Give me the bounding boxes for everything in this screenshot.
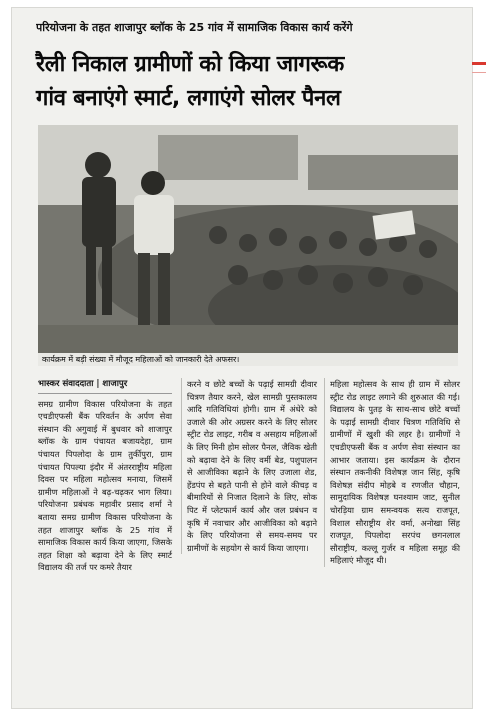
article-kicker: परियोजना के तहत शाजापुर ब्लॉक के 25 गांव में सामाजिक विकास कार्य करेंगे <box>36 21 353 34</box>
byline: भास्कर संवाददाता | शाजापुर <box>38 378 172 394</box>
news-photo <box>38 125 458 353</box>
article-column-3 <box>324 378 460 567</box>
page-edge-accent <box>472 62 486 65</box>
photo-caption: कार्यक्रम में बड़ी संख्या में मौजूद महिलाओं को जानकारी देते अफसर। <box>38 353 458 366</box>
article-body <box>38 378 462 693</box>
column-1-text: समग्र ग्रामीण विकास परियोजना के तहत एचडीएफसी बैंक परिवर्तन के अर्पण सेवा संस्थान की अगुवाई में बुधवार को शाजापुर ब्लॉक के ग्राम पंचायत बजायदेहा, ग्राम पंचायत पिपलोदा के ग्राम तुर्कीपुरा, ग्राम पंचायत पिपल्या इंदौर में अंतरराष्ट्रीय महिला दिवस पर महिला महोत्सव मनाया, जिसमें ग्रामीण महिलाओं ने बढ़-चढ़कर भाग लिया। परियोजना प्रबंधक महावीर प्रसाद शर्मा ने बताया समग्र ग्रामीण विकास परियोजना के तहत शाजापुर ब्लॉक के 25 गांव में सामाजिक विकास कार्य किया जाएगा, जिसके तहत शिक्षा को बढ़ावा देने के लिए स्मार्ट विद्यालय की तर्ज पर कमरे तैयार <box>38 398 172 573</box>
column-2-text: करने व छोटे बच्चों के पढ़ाई सामग्री दीवार चित्रण तैयार करने, खेल सामग्री पुस्तकालय आदि गतिविधियां होगी। ग्राम में अंधेरे को उजाले की ओर अग्रसर करने के लिए सोलर स्ट्रीट रोड लाइट, गरीब व असहाय महिलाओं के लिए मिनी होम सोलर पैनल, जैविक खेती को बढ़ावा देने के लिए वर्मी बेड, पशुपालन से आजीविका बढ़ाने के लिए उजाला शेड, हेंडपंप से बहते पानी से होने वाले कीचड़ व बीमारियों से निजात दिलाने के लिए, सोक पिट में प्लेटफार्म कार्य और जल प्रबंधन व कृषि में नवाचार और आजीविका को बढ़ाने के लिए परियोजना से समय-समय पर ग्रामीणों के सहयोग से कार्य किया जाएगा। <box>187 379 317 553</box>
article-column-1 <box>38 378 172 574</box>
headline-line-1: रैली निकाल ग्रामीणों को किया जागरूक <box>36 52 344 77</box>
article-column-2 <box>181 378 317 554</box>
crowd-photo-illustration <box>38 125 458 353</box>
page-edge-accent-thin <box>472 72 486 73</box>
column-3-text: महिला महोत्सव के साथ ही ग्राम में सोलर स्ट्रीट रोड लाइट लगाने की शुरुआत की गई। विद्यालय के पुतड़ के साथ-साथ छोटे बच्चों के पढ़ाई सामग्री दीवार चित्रण गतिविधि से ग्रामीणों में खुशी की लहर है। ग्रामीणों ने एचडीएफसी बैंक व अर्पण सेवा संस्थान का आभार जताया। इस कार्यक्रम के दौरान संस्थान तकनीकी विशेषज्ञ जान सिंह, कृषि विशेषज्ञ संदीप मोहबे व रणजीत चौहान, सामुदायिक विशेषज्ञ घनश्याम जाट, सुनील चोरड़िया ग्राम समन्वयक सत्य राजपूत, विशाल सौराष्ट्रीय शेर वर्मा, अनोखा सिंह राजपूत, पिपलोदा सरपंच छगनलाल सौराष्ट्रीय, कल्लू गुर्जर व महिला समूह की महिलाएं मौजूद थी। <box>330 379 460 566</box>
headline-line-2: गांव बनाएंगे स्मार्ट, लगाएंगे सोलर पैनल <box>36 86 341 111</box>
article-headline <box>36 48 466 116</box>
